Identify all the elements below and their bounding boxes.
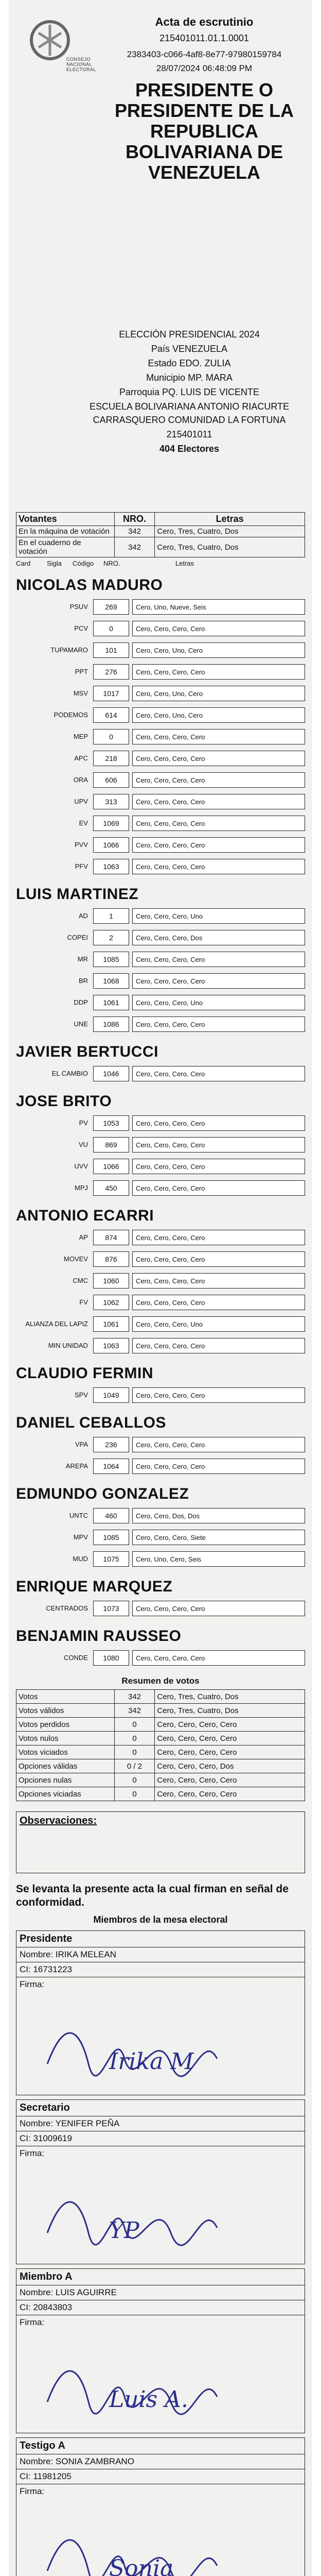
resumen-label: Opciones nulas [16, 1773, 115, 1787]
party-letras: Cero, Cero, Cero, Cero [132, 1601, 305, 1616]
party-row [16, 1336, 305, 1355]
party-row [16, 1113, 305, 1133]
resumen-nro: 0 [114, 1787, 155, 1801]
candidate-name: JAVIER BERTUCCI [16, 1043, 158, 1060]
member-signature-area [16, 2330, 305, 2433]
resumen-letras: Cero, Cero, Cero, Dos [155, 1759, 305, 1773]
signature-image [16, 2499, 305, 2576]
col-card: Card [16, 560, 31, 567]
party-row [16, 727, 305, 747]
cne-logo-text: CONSEJO NACIONAL ELECTORAL [66, 57, 96, 72]
cne-logo [19, 20, 106, 81]
candidate-name: DANIEL CEBALLOS [16, 1414, 166, 1431]
party-sigla: COPEI [67, 934, 88, 941]
member-role: Secretario [16, 2100, 305, 2116]
signature-text: Luis A. [109, 2386, 188, 2413]
acta-code: 215401011.01.1.0001 [159, 33, 249, 43]
party-row [16, 1249, 305, 1269]
resumen-row [16, 1759, 305, 1773]
resumen-row [16, 1773, 305, 1787]
member-firma-label: Firma: [20, 1979, 45, 1989]
party-sigla: APC [74, 754, 88, 762]
candidate-name: CLAUDIO FERMIN [16, 1365, 153, 1382]
party-row [16, 1528, 305, 1547]
candidate-name: ANTONIO ECARRI [16, 1207, 154, 1224]
party-row [16, 1435, 305, 1454]
election-title-line: REPUBLICA [150, 121, 258, 142]
election-title-line: PRESIDENTE O [135, 79, 274, 100]
party-row [16, 1506, 305, 1526]
party-sigla: MEP [73, 733, 88, 740]
party-sigla: ALIANZA DEL LAPIZ [25, 1320, 88, 1328]
signature-image [16, 2161, 305, 2264]
party-row [16, 835, 305, 855]
resumen-nro: 0 [114, 1745, 155, 1759]
cne-logo-icon [29, 20, 70, 61]
resumen-table [16, 1689, 305, 1801]
party-letras: Cero, Cero, Uno, Cero [132, 642, 305, 658]
resumen-label: Votos nulos [16, 1732, 115, 1745]
col-sigla: Sigla [47, 560, 62, 567]
election-title-line: BOLIVARIANA DE [126, 141, 283, 162]
votantes-letras: Cero, Tres, Cuatro, Dos [155, 537, 305, 557]
party-letras: Cero, Cero, Cero, Cero [132, 1459, 305, 1474]
candidate-name: JOSE BRITO [16, 1093, 112, 1110]
party-nro: 1069 [93, 816, 129, 831]
party-sigla: PPT [75, 668, 88, 675]
party-nro: 1053 [93, 1115, 129, 1131]
votantes-label: En la máquina de votación [16, 526, 115, 537]
member-firma-label: Firma: [20, 2486, 45, 2496]
party-sigla: MOVEV [64, 1255, 88, 1263]
party-letras: Cero, Cero, Cero, Cero [132, 772, 305, 788]
party-letras: Cero, Cero, Cero, Uno [132, 995, 305, 1010]
member-name: Nombre: LUIS AGUIRRE [16, 2285, 305, 2300]
party-row [16, 1599, 305, 1618]
party-row [16, 1314, 305, 1334]
resumen-label: Votos perdidos [16, 1718, 115, 1732]
pais: País VENEZUELA [151, 344, 228, 354]
observaciones-label: Observaciones: [20, 1815, 97, 1826]
candidates-list [16, 577, 305, 1668]
acta-timestamp: 28/07/2024 06:48:09 PM [156, 63, 253, 73]
party-letras: Cero, Cero, Cero, Cero [132, 794, 305, 809]
party-sigla: VU [78, 1141, 88, 1148]
member-signature-area [16, 2161, 305, 2264]
party-nro: 874 [93, 1230, 129, 1245]
acta-header [16, 12, 305, 327]
party-letras: Cero, Cero, Cero, Cero [132, 816, 305, 831]
party-nro: 876 [93, 1251, 129, 1267]
party-nro: 614 [93, 707, 129, 723]
miembros-title: Miembros de la mesa electoral [93, 1914, 228, 1925]
party-nro: 101 [93, 642, 129, 658]
party-sigla: MIN UNIDAD [48, 1342, 88, 1349]
member-name: Nombre: IRIKA MELEAN [16, 1947, 305, 1962]
resumen-letras: Cero, Tres, Cuatro, Dos [155, 1704, 305, 1718]
party-nro: 276 [93, 664, 129, 680]
signature-text: YP [109, 2217, 139, 2244]
party-nro: 1046 [93, 1066, 129, 1081]
resumen-nro: 0 [114, 1732, 155, 1745]
centro-code: 215401011 [166, 429, 212, 439]
resumen-row [16, 1787, 305, 1801]
party-letras: Cero, Cero, Cero, Cero [132, 1180, 305, 1196]
party-sigla: PSUV [69, 603, 88, 611]
party-row [16, 770, 305, 790]
party-letras: Cero, Cero, Cero, Cero [132, 1066, 305, 1081]
party-sigla: PFV [75, 862, 88, 870]
party-sigla: FV [79, 1298, 88, 1306]
observaciones-box [16, 1811, 305, 1873]
resumen-letras: Cero, Cero, Cero, Cero [155, 1718, 305, 1732]
centro: ESCUELA BOLIVARIANA ANTONIO RIACURTE CARRASQUERO COMUNIDAD LA FORTUNA [89, 401, 290, 425]
party-letras: Cero, Cero, Cero, Cero [132, 1230, 305, 1245]
party-nro: 1062 [93, 1295, 129, 1310]
resumen-row [16, 1690, 305, 1704]
candidate-name: NICOLAS MADURO [16, 577, 163, 594]
signature-text: Sonia [109, 2555, 174, 2576]
member-block [16, 1930, 305, 2095]
party-row [16, 1157, 305, 1176]
party-row [16, 705, 305, 725]
party-row [16, 662, 305, 682]
party-nro: 1017 [93, 686, 129, 701]
party-letras: Cero, Cero, Cero, Cero [132, 1159, 305, 1174]
acta-title: Acta de escrutinio [155, 15, 254, 28]
member-role: Presidente [16, 1931, 305, 1947]
party-row [16, 857, 305, 876]
party-nro: 460 [93, 1508, 129, 1523]
party-nro: 1063 [93, 859, 129, 874]
party-letras: Cero, Cero, Cero, Cero [132, 664, 305, 680]
members-list [16, 1930, 305, 2576]
col-letras: Letras [175, 560, 194, 567]
party-nro: 1068 [93, 973, 129, 989]
party-row [16, 1228, 305, 1247]
party-nro: 313 [93, 794, 129, 809]
party-nro: 1 [93, 908, 129, 924]
party-sigla: MPJ [75, 1184, 88, 1192]
member-role: Testigo A [16, 2438, 305, 2454]
party-sigla: CONDE [64, 1654, 88, 1662]
resumen-label: Votos viciados [16, 1745, 115, 1759]
col-nro: NRO. [103, 560, 120, 567]
party-nro: 1075 [93, 1551, 129, 1567]
party-row [16, 749, 305, 768]
party-sigla: AP [79, 1233, 88, 1241]
party-letras: Cero, Cero, Cero, Cero [132, 1650, 305, 1666]
party-nro: 450 [93, 1180, 129, 1196]
election-name: ELECCIÓN PRESIDENCIAL 2024 [119, 329, 260, 340]
party-row [16, 928, 305, 947]
party-row [16, 684, 305, 703]
member-block [16, 2099, 305, 2264]
party-row [16, 1014, 305, 1034]
member-signature-area [16, 1992, 305, 2095]
party-sigla: PV [79, 1119, 88, 1127]
votantes-row [16, 526, 305, 537]
party-letras: Cero, Cero, Cero, Siete [132, 1530, 305, 1545]
party-row [16, 619, 305, 638]
party-letras: Cero, Cero, Cero, Uno [132, 1316, 305, 1332]
party-letras: Cero, Cero, Cero, Cero [132, 952, 305, 967]
party-sigla: EV [79, 819, 88, 827]
election-title-line: VENEZUELA [148, 162, 261, 183]
resumen-nro: 0 / 2 [114, 1759, 155, 1773]
party-sigla: UPV [74, 798, 88, 805]
party-row [16, 1135, 305, 1155]
party-nro: 1073 [93, 1601, 129, 1616]
party-sigla: ORA [73, 776, 88, 784]
party-sigla: BR [78, 977, 88, 985]
votantes-label: En el cuaderno de votación [16, 537, 115, 557]
party-letras: Cero, Cero, Cero, Cero [132, 973, 305, 989]
resumen-letras: Cero, Tres, Cuatro, Dos [155, 1690, 305, 1704]
party-sigla: UNE [74, 1020, 88, 1028]
member-block [16, 2268, 305, 2433]
party-letras: Cero, Cero, Cero, Cero [132, 1016, 305, 1032]
party-nro: 1080 [93, 1650, 129, 1666]
party-row [16, 1293, 305, 1312]
resumen-letras: Cero, Cero, Cero, Cero [155, 1787, 305, 1801]
election-title-line: PRESIDENTE DE LA [114, 100, 294, 121]
signature-text: Irika M [109, 2048, 194, 2075]
party-sigla: AREPA [65, 1462, 88, 1470]
party-letras: Cero, Cero, Uno, Cero [132, 707, 305, 723]
party-sigla: UVV [74, 1162, 88, 1170]
location-block [16, 327, 305, 512]
resumen-row [16, 1718, 305, 1732]
votantes-col-nro: NRO. [114, 513, 155, 526]
member-firma-label: Firma: [20, 2317, 45, 2327]
party-row [16, 1648, 305, 1668]
votantes-col-votantes: Votantes [16, 513, 115, 526]
party-letras: Cero, Cero, Cero, Cero [132, 837, 305, 853]
party-letras: Cero, Cero, Cero, Cero [132, 751, 305, 766]
parroquia: Parroquia PQ. LUIS DE VICENTE [119, 387, 260, 397]
party-letras: Cero, Cero, Cero, Cero [132, 621, 305, 636]
party-sigla: CMC [73, 1277, 88, 1284]
party-row [16, 993, 305, 1012]
party-letras: Cero, Cero, Cero, Cero [132, 1437, 305, 1452]
member-signature-area [16, 2499, 305, 2576]
resumen-label: Opciones válidas [16, 1759, 115, 1773]
party-sigla: MPV [73, 1533, 88, 1541]
resumen-nro: 0 [114, 1773, 155, 1787]
party-nro: 606 [93, 772, 129, 788]
party-letras: Cero, Cero, Cero, Dos [132, 930, 305, 945]
member-block [16, 2437, 305, 2576]
party-nro: 1061 [93, 995, 129, 1010]
party-nro: 1060 [93, 1273, 129, 1289]
votantes-table [16, 512, 305, 557]
resumen-label: Votos válidos [16, 1704, 115, 1718]
party-row [16, 906, 305, 926]
party-letras: Cero, Cero, Uno, Cero [132, 686, 305, 701]
election-title [109, 80, 300, 183]
party-sigla: MUD [73, 1555, 88, 1563]
votantes-row [16, 537, 305, 557]
resumen-nro: 342 [114, 1690, 155, 1704]
party-nro: 0 [93, 729, 129, 744]
party-sigla: AD [78, 912, 88, 920]
party-nro: 1049 [93, 1387, 129, 1403]
resumen-title: Resumen de votos [121, 1676, 200, 1686]
party-sigla: VPA [75, 1440, 88, 1448]
party-row [16, 971, 305, 991]
party-letras: Cero, Uno, Cero, Seis [132, 1551, 305, 1567]
member-name: Nombre: SONIA ZAMBRANO [16, 2454, 305, 2469]
party-row [16, 792, 305, 811]
party-letras: Cero, Cero, Cero, Cero [132, 1273, 305, 1289]
resumen-letras: Cero, Cero, Cero, Cero [155, 1732, 305, 1745]
candidate-name: ENRIQUE MARQUEZ [16, 1578, 173, 1595]
acta-document [9, 0, 312, 2576]
party-sigla: MR [77, 955, 88, 963]
party-nro: 0 [93, 621, 129, 636]
candidate-name: BENJAMIN RAUSSEO [16, 1628, 182, 1645]
resumen-label: Opciones viciadas [16, 1787, 115, 1801]
member-ci: CI: 11981205 [16, 2469, 305, 2484]
party-row [16, 1549, 305, 1569]
party-sigla: SPV [74, 1391, 88, 1399]
party-nro: 1086 [93, 1016, 129, 1032]
party-letras: Cero, Cero, Cero, Cero [132, 1251, 305, 1267]
party-nro: 869 [93, 1137, 129, 1153]
party-sigla: UNTC [69, 1512, 88, 1519]
party-letras: Cero, Cero, Cero, Cero [132, 1115, 305, 1131]
party-row [16, 1385, 305, 1405]
party-sigla: TUPAMARO [50, 646, 88, 654]
member-ci: CI: 16731223 [16, 1962, 305, 1977]
votantes-nro: 342 [114, 526, 155, 537]
party-letras: Cero, Cero, Cero, Uno [132, 908, 305, 924]
votantes-nro: 342 [114, 537, 155, 557]
party-letras: Cero, Cero, Dos, Dos [132, 1508, 305, 1523]
resumen-letras: Cero, Cero, Cero, Cero [155, 1773, 305, 1787]
candidate-name: LUIS MARTINEZ [16, 886, 139, 903]
signature-image [16, 2330, 305, 2433]
party-sigla: DDP [74, 998, 88, 1006]
member-role: Miembro A [16, 2269, 305, 2285]
resumen-row [16, 1732, 305, 1745]
votantes-letras: Cero, Tres, Cuatro, Dos [155, 526, 305, 537]
party-nro: 236 [93, 1437, 129, 1452]
party-nro: 1064 [93, 1459, 129, 1474]
col-codigo: Código [73, 560, 94, 567]
party-row [16, 1064, 305, 1083]
party-nro: 269 [93, 599, 129, 615]
party-row [16, 640, 305, 660]
party-sigla: PVV [74, 841, 88, 849]
party-nro: 1066 [93, 1159, 129, 1174]
party-letras: Cero, Uno, Nueve, Seis [132, 599, 305, 615]
resumen-nro: 342 [114, 1704, 155, 1718]
party-sigla: CENTRADOS [46, 1604, 88, 1612]
party-sigla: MSV [73, 689, 88, 697]
party-row [16, 1178, 305, 1198]
party-row [16, 1271, 305, 1291]
party-nro: 2 [93, 930, 129, 945]
resumen-nro: 0 [114, 1718, 155, 1732]
resumen-label: Votos [16, 1690, 115, 1704]
party-row [16, 950, 305, 969]
party-nro: 218 [93, 751, 129, 766]
party-row [16, 597, 305, 617]
member-name: Nombre: YENIFER PEÑA [16, 2116, 305, 2131]
candidate-column-headers [16, 560, 305, 567]
resumen-row [16, 1745, 305, 1759]
member-ci: CI: 20843803 [16, 2300, 305, 2315]
party-nro: 1061 [93, 1316, 129, 1332]
candidate-name: EDMUNDO GONZALEZ [16, 1485, 189, 1502]
member-ci: CI: 31009619 [16, 2131, 305, 2146]
resumen-letras: Cero, Cero, Cero, Cero [155, 1745, 305, 1759]
party-nro: 1066 [93, 837, 129, 853]
party-row [16, 814, 305, 833]
party-sigla: PODEMOS [53, 711, 88, 719]
party-nro: 1085 [93, 952, 129, 967]
party-nro: 1085 [93, 1530, 129, 1545]
party-letras: Cero, Cero, Cero, Cero [132, 1387, 305, 1403]
estado: Estado EDO. ZULIA [148, 358, 231, 368]
electores: 404 Electores [159, 444, 220, 454]
resumen-row [16, 1704, 305, 1718]
signature-image [16, 1992, 305, 2095]
party-sigla: PCV [74, 624, 88, 632]
acta-hash: 2383403-c066-4af8-8e77-97980159784 [127, 49, 282, 59]
municipio: Municipio MP. MARA [146, 372, 233, 383]
party-letras: Cero, Cero, Cero, Cero [132, 1338, 305, 1353]
party-letras: Cero, Cero, Cero, Cero [132, 729, 305, 744]
header-center [109, 12, 300, 183]
party-row [16, 1456, 305, 1476]
member-firma-label: Firma: [20, 2148, 45, 2158]
votantes-col-letras: Letras [155, 513, 305, 526]
conformity-statement: Se levanta la presente acta la cual firman en señal de conformidad. [16, 1883, 289, 1908]
party-letras: Cero, Cero, Cero, Cero [132, 1137, 305, 1153]
party-letras: Cero, Cero, Cero, Cero [132, 859, 305, 874]
party-sigla: EL CAMBIO [51, 1070, 88, 1077]
party-letras: Cero, Cero, Cero, Cero [132, 1295, 305, 1310]
party-nro: 1063 [93, 1338, 129, 1353]
